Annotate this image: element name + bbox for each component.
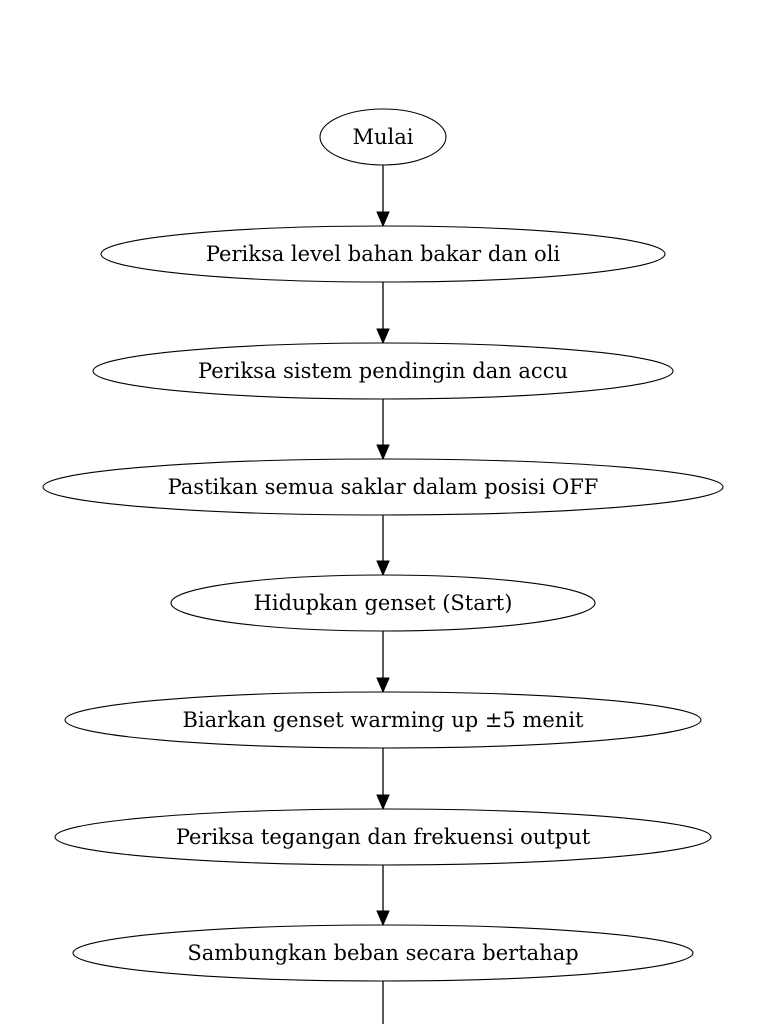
flowchart-edge — [377, 631, 389, 692]
arrowhead-icon — [377, 329, 389, 343]
flowchart-edge — [377, 748, 389, 809]
flowchart-node — [171, 575, 595, 631]
node-label: Biarkan genset warming up ±5 menit — [182, 708, 584, 732]
flowchart-node — [93, 343, 673, 399]
node-label: Periksa tegangan dan frekuensi output — [175, 825, 591, 849]
flowchart-edge — [377, 515, 389, 575]
flowchart-edge — [377, 282, 389, 343]
arrowhead-icon — [377, 678, 389, 692]
flowchart-node — [43, 459, 723, 515]
arrowhead-icon — [377, 795, 389, 809]
flowchart-node — [101, 226, 665, 282]
node-label: Mulai — [352, 125, 414, 149]
arrowhead-icon — [377, 445, 389, 459]
flowchart-node — [65, 692, 701, 748]
flowchart-node — [55, 809, 711, 865]
flowchart-edge — [377, 865, 389, 925]
arrowhead-icon — [377, 911, 389, 925]
arrowhead-icon — [377, 561, 389, 575]
node-label: Periksa level bahan bakar dan oli — [205, 242, 561, 266]
flowchart-node — [73, 925, 693, 981]
arrowhead-icon — [377, 212, 389, 226]
node-label: Pastikan semua saklar dalam posisi OFF — [167, 475, 599, 499]
node-label: Sambungkan beban secara bertahap — [187, 941, 579, 965]
flowchart-edge — [377, 399, 389, 459]
node-label: Periksa sistem pendingin dan accu — [198, 359, 568, 383]
flowchart-node — [320, 109, 446, 165]
flowchart-edge — [377, 165, 389, 226]
node-label: Hidupkan genset (Start) — [253, 591, 513, 615]
